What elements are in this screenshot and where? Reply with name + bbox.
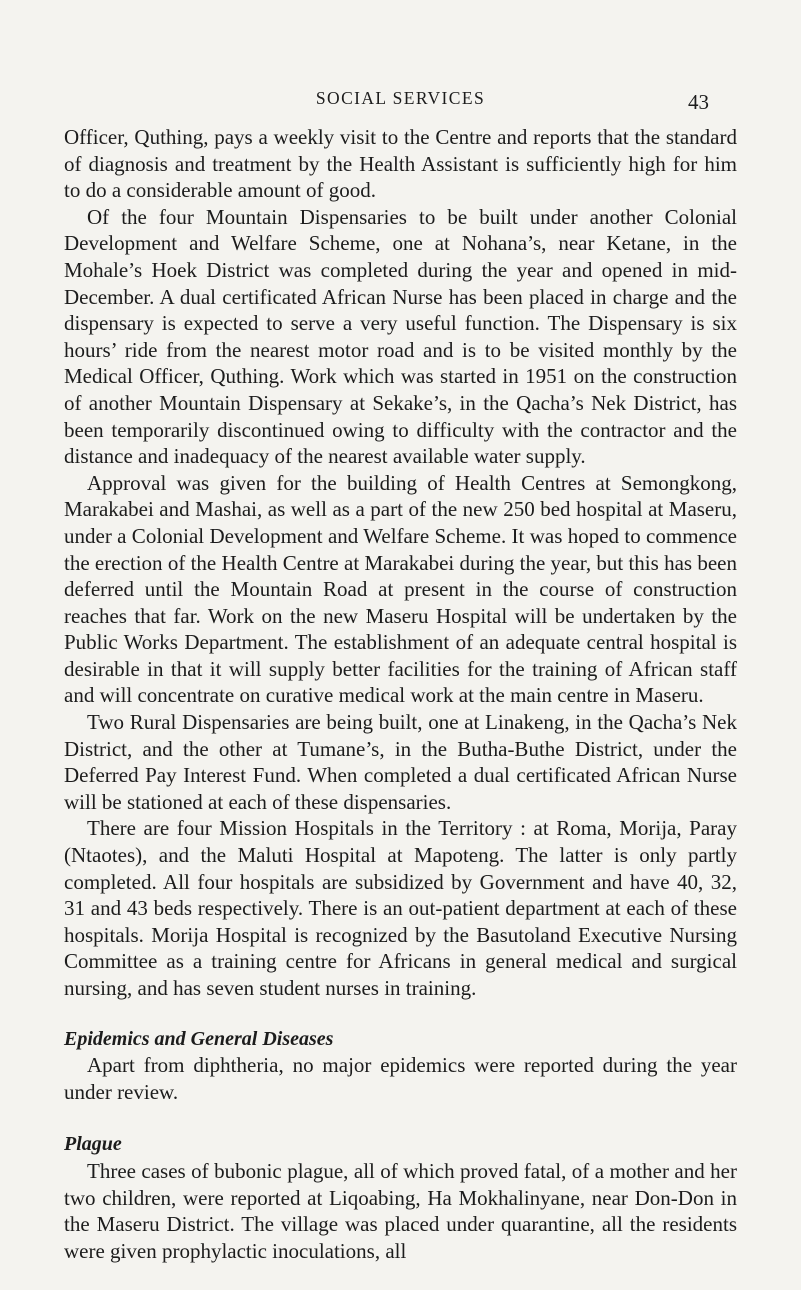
- page-number: 43: [688, 90, 709, 114]
- paragraph-epidemics: Apart from diphtheria, no major epidemics were reported during the year under review.: [64, 1053, 737, 1104]
- body-text: [64, 124, 737, 1264]
- heading-plague: Plague: [64, 1133, 122, 1156]
- paragraph-health-centres: Approval was given for the building of Health Centres at Semongkong, Marakabei and Mashai, as well as a part of the new 250 bed hospital at Maseru, under a Colonial Development and Welfare Scheme. It was hoped to commence the erection of the Health Centre at Marakabei during the year, but this has been deferred until the Mountain Road at present in the course of construction reaches that far. Work on the new Maseru Hospital will be undertaken by the Public Works Department. The establishment of an adequate central hospital is desirable in that it will supply better facilities for the training of African staff and will concentrate on curative medical work at the main centre in Maseru.: [64, 470, 737, 708]
- paragraph-mission-hospitals: There are four Mission Hospitals in the Territory : at Roma, Morija, Paray (Ntaotes), and the Maluti Hospital at Mapoteng. The latter is only partly completed. All four hospitals are subsidized by Government and have 40, 32, 31 and 43 beds respectively. There is an out-patient department at each of these hospitals. Morija Hospital is recognized by the Basutoland Executive Nursing Committee as a training centre for Africans in general medical and surgical nursing, and has seven student nurses in training.: [64, 816, 737, 1000]
- running-head: SOCIAL SERVICES: [315, 88, 486, 108]
- heading-epidemics: Epidemics and General Diseases: [64, 1027, 334, 1050]
- paragraph-mountain-dispensaries: Of the four Mountain Dispensaries to be built under another Colonial Development and Welfare Scheme, one at Nohana’s, near Ketane, in the Mohale’s Hoek District was completed during the year and opened in mid-December. A dual certificated African Nurse has been placed in charge and the dispensary is expected to serve a very useful function. The Dispensary is six hours’ ride from the nearest motor road and is to be visited monthly by the Medical Officer, Quthing. Work which was started in 1951 on the construction of another Mountain Dispensary at Sekake’s, in the Qacha’s Nek District, has been temporarily discontinued owing to difficulty with the contractor and the distance and inadequacy of the nearest available water supply.: [64, 204, 737, 469]
- paragraph-quthing-centre: Officer, Quthing, pays a weekly visit to the Centre and reports that the standard of diagnosis and treatment by the Health Assistant is sufficiently high for him to do a considerable amount of good.: [64, 125, 737, 203]
- paragraph-rural-dispensaries: Two Rural Dispensaries are being built, one at Linakeng, in the Qacha’s Nek District, and the other at Tumane’s, in the Butha-Buthe District, under the Deferred Pay Interest Fund. When completed a dual certificated African Nurse will be stationed at each of these dispensaries.: [64, 710, 737, 814]
- paragraph-plague: Three cases of bubonic plague, all of which proved fatal, of a mother and her two children, were reported at Liqoabing, Ha Mokhalinyane, near Don-Don in the Maseru District. The village was placed under quarantine, all the residents were given prophylactic inoculations, all: [64, 1158, 737, 1263]
